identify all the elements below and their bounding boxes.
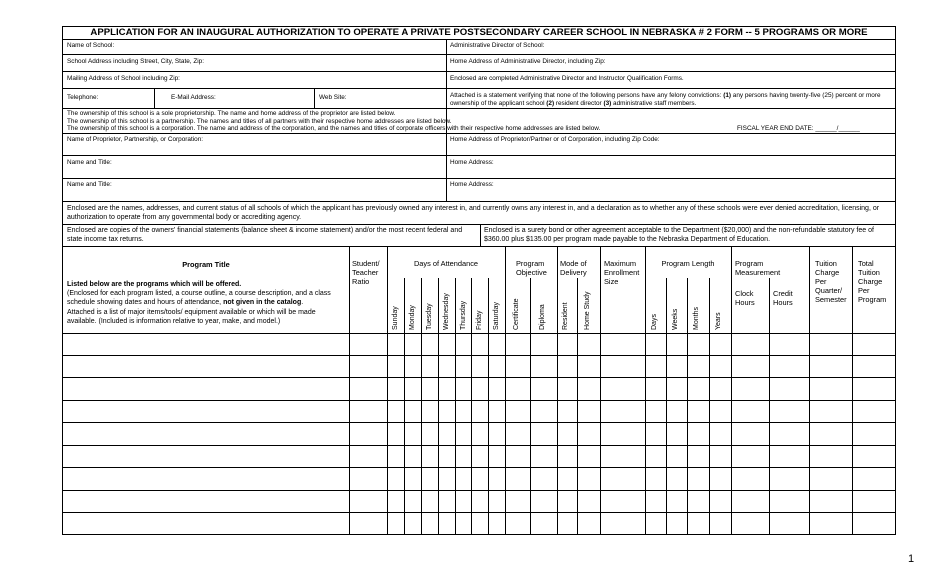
- length-months: Months: [693, 307, 700, 330]
- length-years: Years: [715, 312, 722, 330]
- ownership-corporation[interactable]: The ownership of this school is a corporation. The name and address of the corporation, and the names and titles of corporate officers with their respective home addresses are listed below.: [67, 125, 601, 132]
- proprietor-address-field[interactable]: Home Address of Proprietor/Partner or of Corporation, including Zip Code:: [450, 136, 660, 143]
- mode-of-delivery-header: Mode of Delivery: [560, 259, 587, 277]
- length-days: Days: [651, 314, 658, 330]
- qualification-forms-statement: Enclosed are completed Administrative Director and Instructor Qualification Forms.: [450, 75, 684, 82]
- website-field[interactable]: Web Site:: [319, 94, 347, 101]
- telephone-field[interactable]: Telephone:: [67, 94, 99, 101]
- credit-hours-header: Credit Hours: [773, 289, 793, 307]
- ownership-partnership[interactable]: The ownership of this school is a partnership. The names and titles of all partners with their respective home addresses are listed below.: [67, 117, 452, 125]
- day-saturday: Saturday: [493, 301, 500, 330]
- day-wednesday: Wednesday: [443, 293, 450, 330]
- tuition-per-term-header: Tuition Charge Per Quarter/ Semester: [815, 259, 847, 304]
- mode-home-study: Home Study: [584, 291, 591, 330]
- home-address-field-1[interactable]: Home Address:: [450, 159, 494, 166]
- day-monday: Monday: [409, 305, 416, 330]
- schools-owned-statement: Enclosed are the names, addresses, and current status of all schools of which the applicant has previously owned any interest in, and currently owns any interest in, and a declaration as to whether any of these schools were ever denied accreditation, licensing, or authorization to operate from any governmental body or accrediting agency.: [67, 205, 880, 221]
- day-tuesday: Tuesday: [426, 303, 433, 330]
- days-of-attendance-header: Days of Attendance: [413, 259, 479, 268]
- financial-statement: Enclosed are copies of the owners' financial statements (balance sheet & income statement) and/or the most recent federal and state income tax returns.: [67, 227, 463, 243]
- surety-bond-statement: Enclosed is a surety bond or other agreement acceptable to the Department ($20,000) and the non-refundable statutory fee of $360.00 plus $135.00 per program made payable to the Nebraska Department of Education.: [484, 227, 874, 243]
- admin-home-address-field[interactable]: Home Address of Administrative Director, including Zip:: [450, 58, 606, 65]
- day-friday: Friday: [476, 310, 483, 330]
- max-enrollment-header: Maximum Enrollment Size: [604, 259, 640, 286]
- ownership-sole-proprietorship[interactable]: The ownership of this school is a sole proprietorship. The name and home address of the proprietor are listed below.: [67, 110, 396, 117]
- student-teacher-ratio-header: Student/ Teacher Ratio: [352, 259, 380, 286]
- total-tuition-header: Total Tuition Charge Per Program: [858, 259, 887, 304]
- objective-diploma: Diploma: [539, 304, 546, 330]
- application-form: [62, 26, 896, 535]
- mode-resident: Resident: [562, 302, 569, 330]
- programs-instructions: Listed below are the programs which will be offered. (Enclosed for each program listed, a course outline, a course description, and a class schedule showing dates and hours of attendance, not given in the catalog. Attached is a list of major items/tools/ equipment available or which will be made available. (Included is information relative to year, make, and model.): [67, 281, 331, 325]
- admin-director-field[interactable]: Administrative Director of School:: [450, 42, 545, 49]
- name-title-field-1[interactable]: Name and Title:: [67, 159, 112, 166]
- home-address-field-2[interactable]: Home Address:: [450, 181, 494, 188]
- clock-hours-header: Clock Hours: [735, 289, 755, 307]
- school-address-field[interactable]: School Address including Street, City, State, Zip:: [67, 58, 204, 65]
- day-sunday: Sunday: [392, 306, 399, 330]
- program-rows[interactable]: [63, 333, 895, 534]
- program-measurement-header: Program Measurement: [735, 259, 781, 277]
- day-thursday: Thursday: [460, 300, 467, 330]
- program-length-header: Program Length: [661, 259, 715, 268]
- form-title: APPLICATION FOR AN INAUGURAL AUTHORIZATION TO OPERATE A PRIVATE POSTSECONDARY CAREER SCHOOL IN NEBRASKA # 2 FORM -- 5 PROGRAMS OR MORE: [90, 27, 868, 38]
- proprietor-name-field[interactable]: Name of Proprietor, Partnership, or Corporation:: [67, 136, 204, 143]
- name-title-field-2[interactable]: Name and Title:: [67, 181, 112, 188]
- school-name-field[interactable]: Name of School:: [67, 42, 115, 49]
- mailing-address-field[interactable]: Mailing Address of School including Zip:: [67, 75, 180, 82]
- page-number: 1: [908, 553, 915, 565]
- program-objective-header: Program Objective: [516, 259, 547, 277]
- fiscal-year-end-date[interactable]: FISCAL YEAR END DATE: ______/______: [737, 125, 860, 132]
- program-title-header: Program Title: [182, 260, 230, 269]
- objective-certificate: Certificate: [513, 298, 520, 330]
- length-weeks: Weeks: [672, 308, 679, 330]
- felony-statement: Attached is a statement verifying that none of the following persons have any felony convictions: (1) any persons having twenty-five (25) percent or more ownership of the applicant school (2) resident director (3) administrative staff members.: [450, 92, 881, 107]
- email-field[interactable]: E-Mail Address:: [171, 94, 216, 101]
